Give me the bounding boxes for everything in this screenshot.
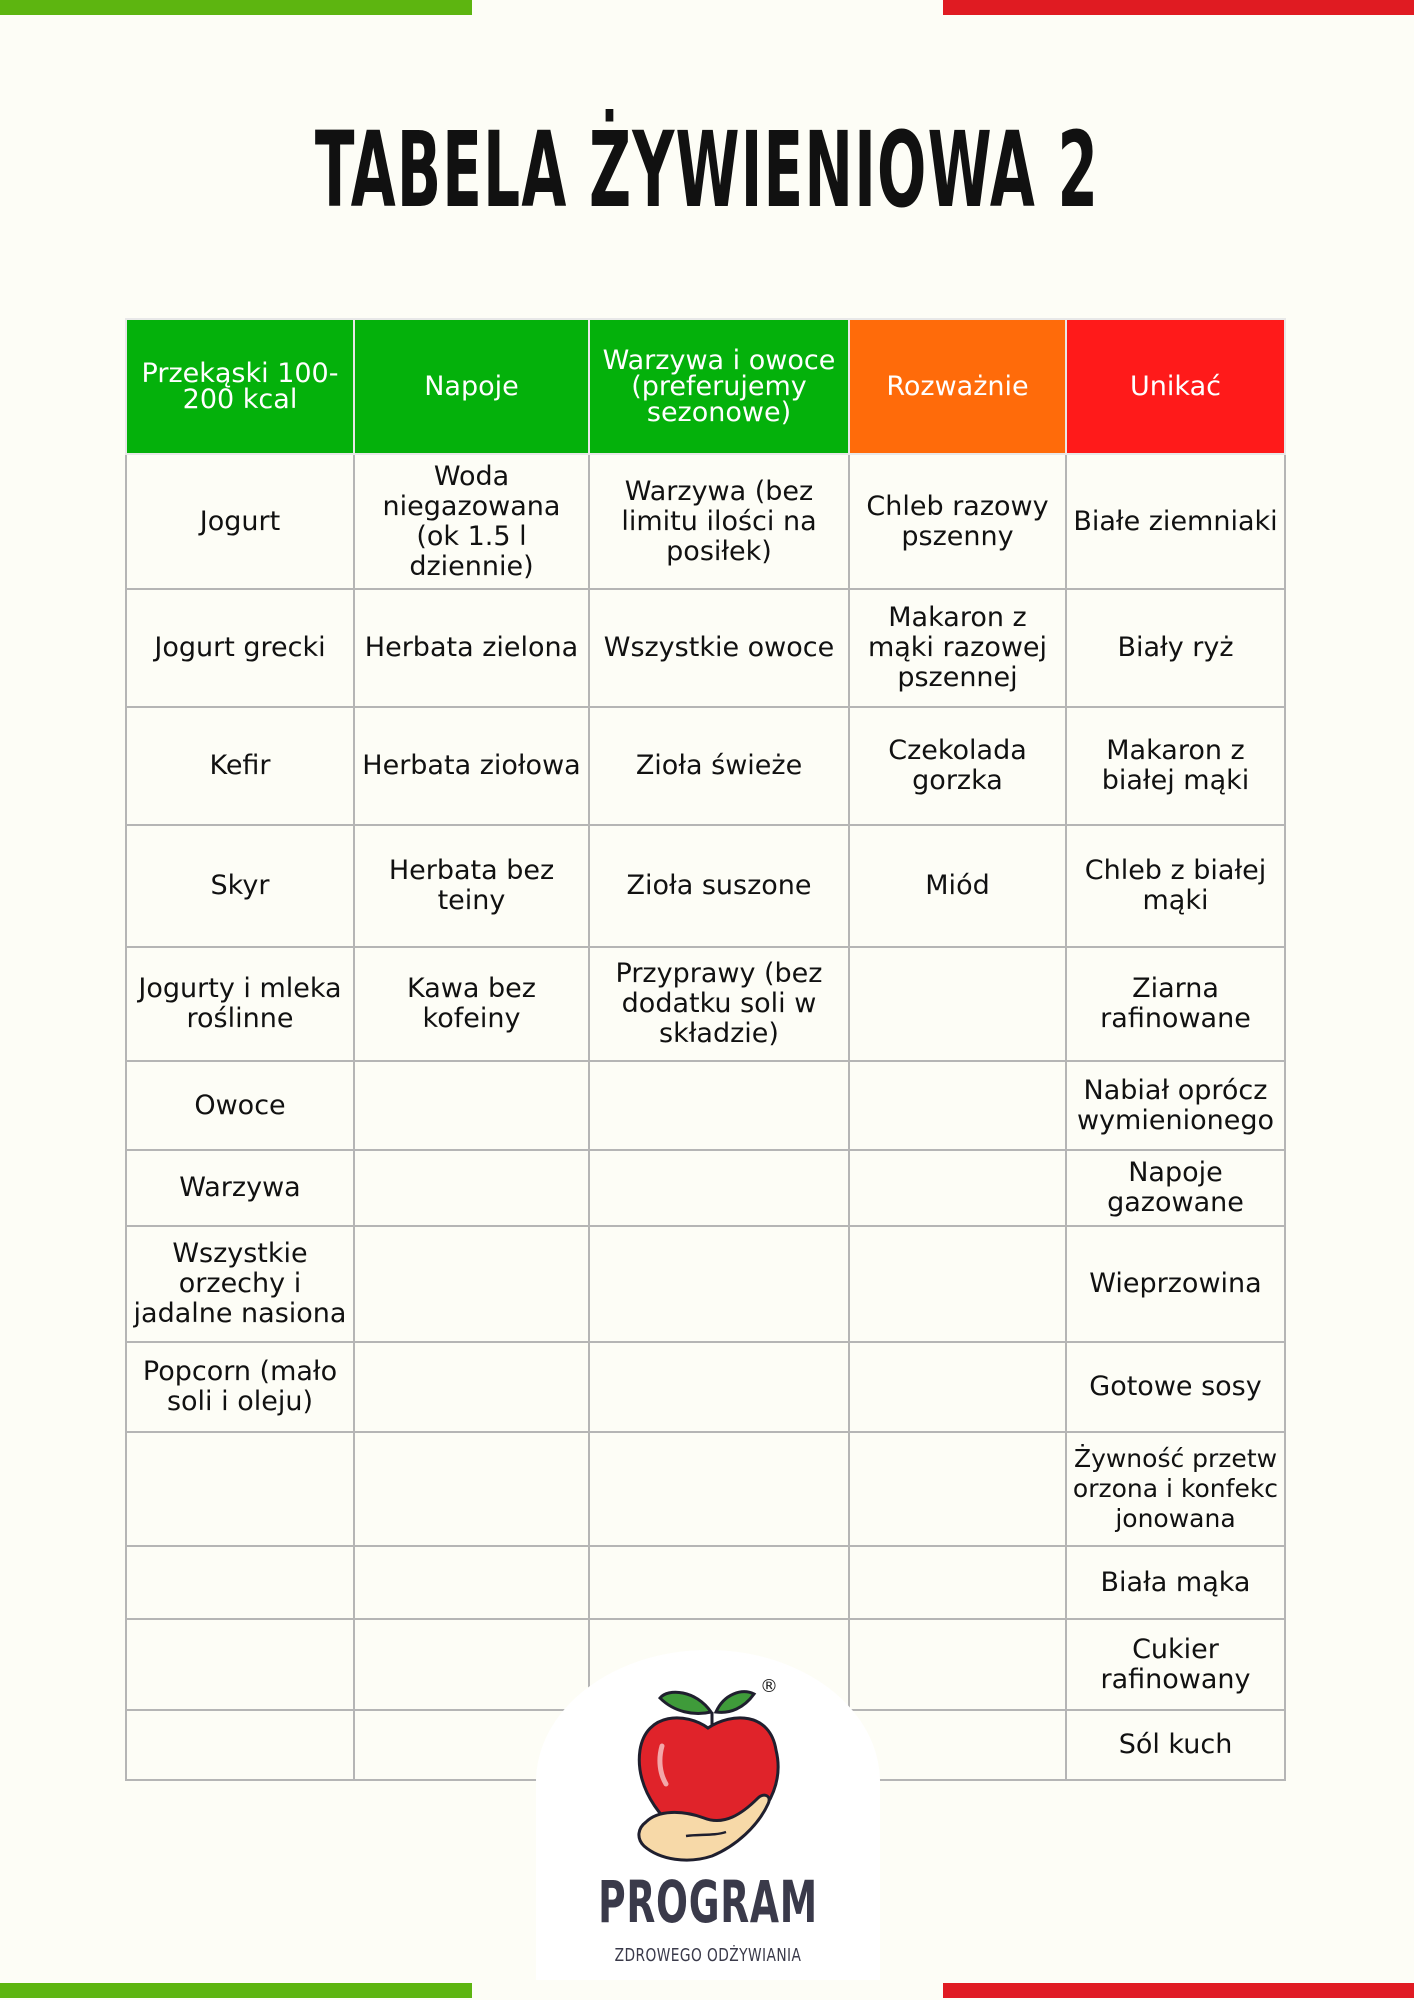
table-row [126, 1061, 1285, 1150]
table-cell [589, 1342, 849, 1432]
table-cell: Ziarna rafinowane [1066, 947, 1285, 1061]
table-cell [849, 947, 1066, 1061]
table-cell [354, 1150, 589, 1226]
table-cell: Herbata ziołowa [354, 707, 589, 825]
table-row [126, 1546, 1285, 1619]
table-cell: Jogurty i mleka roślinne [126, 947, 354, 1061]
table-cell [849, 1150, 1066, 1226]
table-cell: Cukier rafinowany [1066, 1619, 1285, 1710]
bottom-right-red-stripe [943, 1983, 1414, 1998]
table-cell: Zioła suszone [589, 825, 849, 947]
table-row [126, 707, 1285, 825]
table-cell [126, 1710, 354, 1780]
table-cell: Kefir [126, 707, 354, 825]
table-cell: Przyprawy (bez dodatku soli w składzie) [589, 947, 849, 1061]
logo-brand-text: PROGRAM [598, 1868, 818, 1936]
table-cell: Żywność przetworzona i konfekcjonowana [1066, 1432, 1285, 1546]
table-row [126, 947, 1285, 1061]
table-cell: Nabiał oprócz wymienionego [1066, 1061, 1285, 1150]
header-unikac: Unikać [1066, 319, 1285, 454]
table-cell: Zioła świeże [589, 707, 849, 825]
table-row [126, 825, 1285, 947]
top-right-red-stripe [943, 0, 1414, 15]
table-cell: Biały ryż [1066, 589, 1285, 707]
table-cell: Kawa bez kofeiny [354, 947, 589, 1061]
table-cell [354, 1061, 589, 1150]
table-cell: Czekolada gorzka [849, 707, 1066, 825]
registered-mark: ® [760, 1676, 778, 1697]
table-cell [849, 1432, 1066, 1546]
table-cell [354, 1226, 589, 1342]
table-cell: Popcorn (mało soli i oleju) [126, 1342, 354, 1432]
table-cell [354, 1546, 589, 1619]
table-cell: Jogurt [126, 454, 354, 589]
table-cell: Chleb razowy pszenny [849, 454, 1066, 589]
table-row [126, 454, 1285, 589]
table-cell [849, 1546, 1066, 1619]
bottom-left-green-stripe [0, 1983, 472, 1998]
table-cell: Herbata bez teiny [354, 825, 589, 947]
table-cell: Woda niegazowana (ok 1.5 l dziennie) [354, 454, 589, 589]
table-cell [354, 1432, 589, 1546]
table-cell: Herbata zielona [354, 589, 589, 707]
table-cell [589, 1432, 849, 1546]
table-cell [126, 1546, 354, 1619]
table-cell [589, 1150, 849, 1226]
table-row [126, 1342, 1285, 1432]
table-cell [849, 1226, 1066, 1342]
table-cell [589, 1226, 849, 1342]
table-cell [849, 1619, 1066, 1710]
table-cell: Warzywa [126, 1150, 354, 1226]
table-cell: Chleb z białej mąki [1066, 825, 1285, 947]
table-cell [849, 1710, 1066, 1780]
table-cell: Napoje gazowane [1066, 1150, 1285, 1226]
table-cell [589, 1061, 849, 1150]
header-rozwaznie: Rozważnie [849, 319, 1066, 454]
table-cell: Miód [849, 825, 1066, 947]
table-cell [849, 1342, 1066, 1432]
table-cell [849, 1061, 1066, 1150]
header-przekaski: Przekąski 100-200 kcal [126, 319, 354, 454]
table-row [126, 1226, 1285, 1342]
table-header-row [126, 319, 1285, 454]
table-cell: Białe ziemniaki [1066, 454, 1285, 589]
table-cell: Owoce [126, 1061, 354, 1150]
apple-in-hand-icon [536, 1650, 880, 1870]
top-left-green-stripe [0, 0, 472, 15]
header-warzywa-owoce: Warzywa i owoce (preferujemy sezonowe) [589, 319, 849, 454]
table-row [126, 1432, 1285, 1546]
table-cell: Biała mąka [1066, 1546, 1285, 1619]
table-cell: Makaron z białej mąki [1066, 707, 1285, 825]
table-cell: Skyr [126, 825, 354, 947]
table-cell: Wieprzowina [1066, 1226, 1285, 1342]
table-cell [126, 1619, 354, 1710]
page-title: TABELA ŻYWIENIOWA 2 [314, 109, 1100, 231]
table-cell: Jogurt grecki [126, 589, 354, 707]
table-cell [126, 1432, 354, 1546]
table-cell: Wszystkie orzechy i jadalne nasiona [126, 1226, 354, 1342]
program-logo [536, 1650, 880, 1980]
table-row [126, 1150, 1285, 1226]
nutrition-table [125, 318, 1286, 1781]
table-cell: Makaron z mąki razowej pszennej [849, 589, 1066, 707]
header-napoje: Napoje [354, 319, 589, 454]
table-cell [354, 1342, 589, 1432]
table-cell: Gotowe sosy [1066, 1342, 1285, 1432]
table-cell: Sól kuch [1066, 1710, 1285, 1780]
table-row [126, 589, 1285, 707]
table-cell: Warzywa (bez limitu ilości na posiłek) [589, 454, 849, 589]
table-cell: Wszystkie owoce [589, 589, 849, 707]
table-cell [589, 1546, 849, 1619]
logo-tagline: ZDROWEGO ODŻYWIANIA [614, 1945, 802, 1966]
